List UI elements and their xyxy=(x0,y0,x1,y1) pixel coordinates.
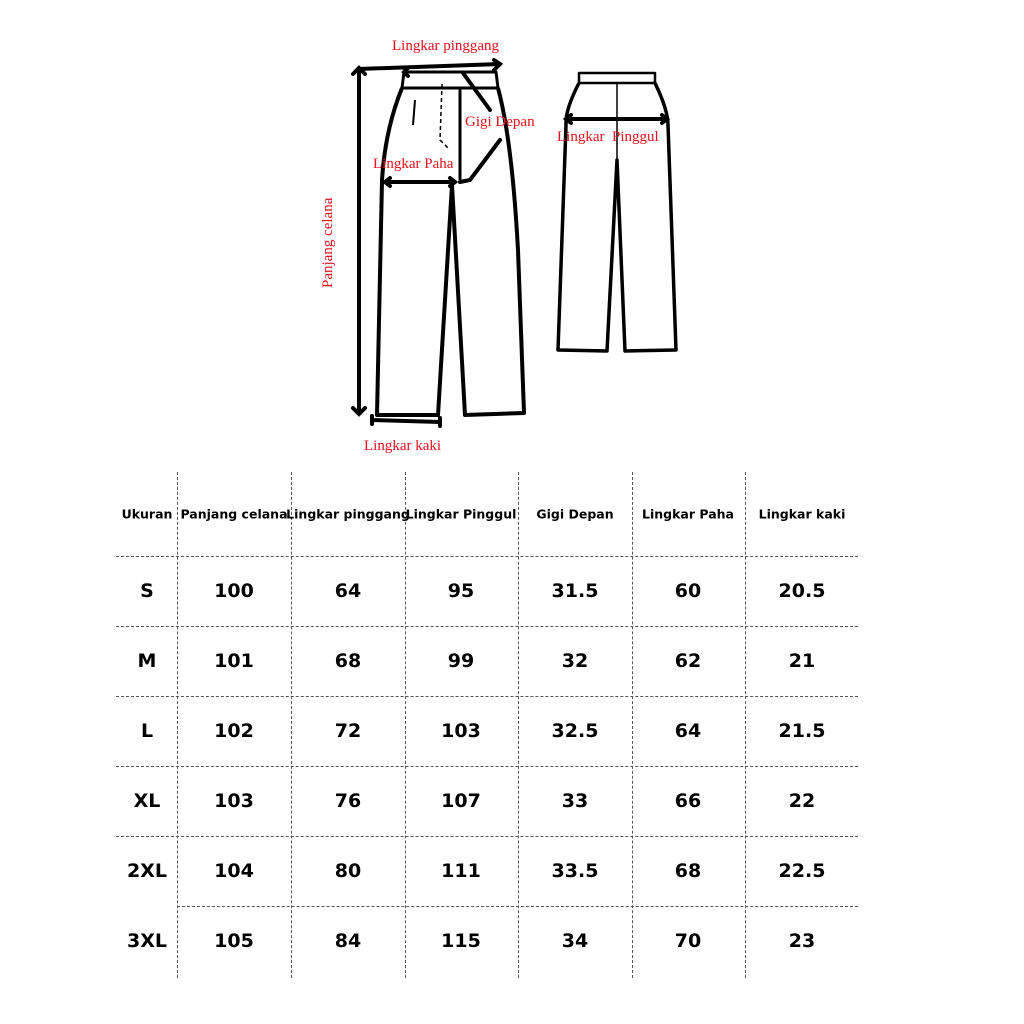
measurement-cell: 105 xyxy=(214,930,254,952)
size-cell: 3XL xyxy=(127,930,167,952)
measurement-cell: 34 xyxy=(561,930,589,952)
size-cell: M xyxy=(137,650,157,672)
measurement-cell: 100 xyxy=(214,580,254,602)
measurement-cell: 33.5 xyxy=(551,860,599,882)
measurement-cell: 68 xyxy=(674,860,702,882)
column-divider xyxy=(177,472,178,978)
label-hip: Lingkar Pinggul xyxy=(557,129,659,145)
measurement-cell: 22.5 xyxy=(778,860,826,882)
measurement-cell: 102 xyxy=(214,720,254,742)
measurement-cell: 84 xyxy=(334,930,362,952)
measurement-cell: 70 xyxy=(674,930,702,952)
measurement-cell: 22 xyxy=(788,790,816,812)
size-cell: XL xyxy=(133,790,161,812)
measurement-cell: 103 xyxy=(441,720,481,742)
waist-arrow xyxy=(358,60,500,76)
header-thigh: Lingkar Paha xyxy=(642,506,734,522)
length-arrow xyxy=(353,68,365,414)
measurement-cell: 107 xyxy=(441,790,481,812)
measurement-cell: 64 xyxy=(674,720,702,742)
label-waist: Lingkar pinggang xyxy=(392,38,500,54)
back-pants-drawing xyxy=(558,73,676,351)
measurement-cell: 66 xyxy=(674,790,702,812)
column-divider xyxy=(291,472,292,978)
label-front-rise: Gigi Depan xyxy=(465,114,535,130)
row-divider xyxy=(116,836,858,837)
row-divider xyxy=(116,556,858,557)
measurement-cell: 60 xyxy=(674,580,702,602)
row-divider xyxy=(116,626,858,627)
size-cell: L xyxy=(140,720,154,742)
size-cell: 2XL xyxy=(127,860,167,882)
header-hem: Lingkar kaki xyxy=(758,506,846,522)
label-thigh: Lingkar Paha xyxy=(373,156,454,172)
column-divider xyxy=(405,472,406,978)
header-size: Ukuran xyxy=(121,506,173,522)
size-cell: S xyxy=(140,580,154,602)
measurement-cell: 104 xyxy=(214,860,254,882)
measurement-cell: 115 xyxy=(441,930,481,952)
header-waist: Lingkar pinggang xyxy=(286,506,410,522)
measurement-cell: 68 xyxy=(334,650,362,672)
measurement-cell: 99 xyxy=(447,650,475,672)
measurement-cell: 23 xyxy=(788,930,816,952)
measurement-cell: 111 xyxy=(441,860,481,882)
header-length: Panjang celana xyxy=(180,506,288,522)
measurement-cell: 64 xyxy=(334,580,362,602)
measurement-cell: 76 xyxy=(334,790,362,812)
label-length: Panjang celana xyxy=(320,197,336,288)
measurement-cell: 103 xyxy=(214,790,254,812)
thigh-arrow xyxy=(385,178,455,186)
measurement-cell: 33 xyxy=(561,790,589,812)
header-hip: Lingkar Pinggul xyxy=(405,506,517,522)
measurement-cell: 72 xyxy=(334,720,362,742)
measurement-cell: 21.5 xyxy=(778,720,826,742)
measurement-cell: 31.5 xyxy=(551,580,599,602)
measurement-cell: 95 xyxy=(447,580,475,602)
measurement-cell: 32.5 xyxy=(551,720,599,742)
column-divider xyxy=(518,472,519,978)
row-divider xyxy=(116,696,858,697)
column-divider xyxy=(632,472,633,978)
measurement-cell: 32 xyxy=(561,650,589,672)
row-divider xyxy=(116,766,858,767)
label-hem: Lingkar kaki xyxy=(364,438,442,454)
row-divider xyxy=(177,906,858,907)
measurement-cell: 101 xyxy=(214,650,254,672)
measurement-cell: 80 xyxy=(334,860,362,882)
pants-measurement-diagram xyxy=(0,0,1024,470)
measurement-cell: 20.5 xyxy=(778,580,826,602)
column-divider xyxy=(745,472,746,978)
measurement-cell: 21 xyxy=(788,650,816,672)
hem-line xyxy=(372,416,440,426)
header-front-rise: Gigi Depan xyxy=(536,506,614,522)
measurement-cell: 62 xyxy=(674,650,702,672)
